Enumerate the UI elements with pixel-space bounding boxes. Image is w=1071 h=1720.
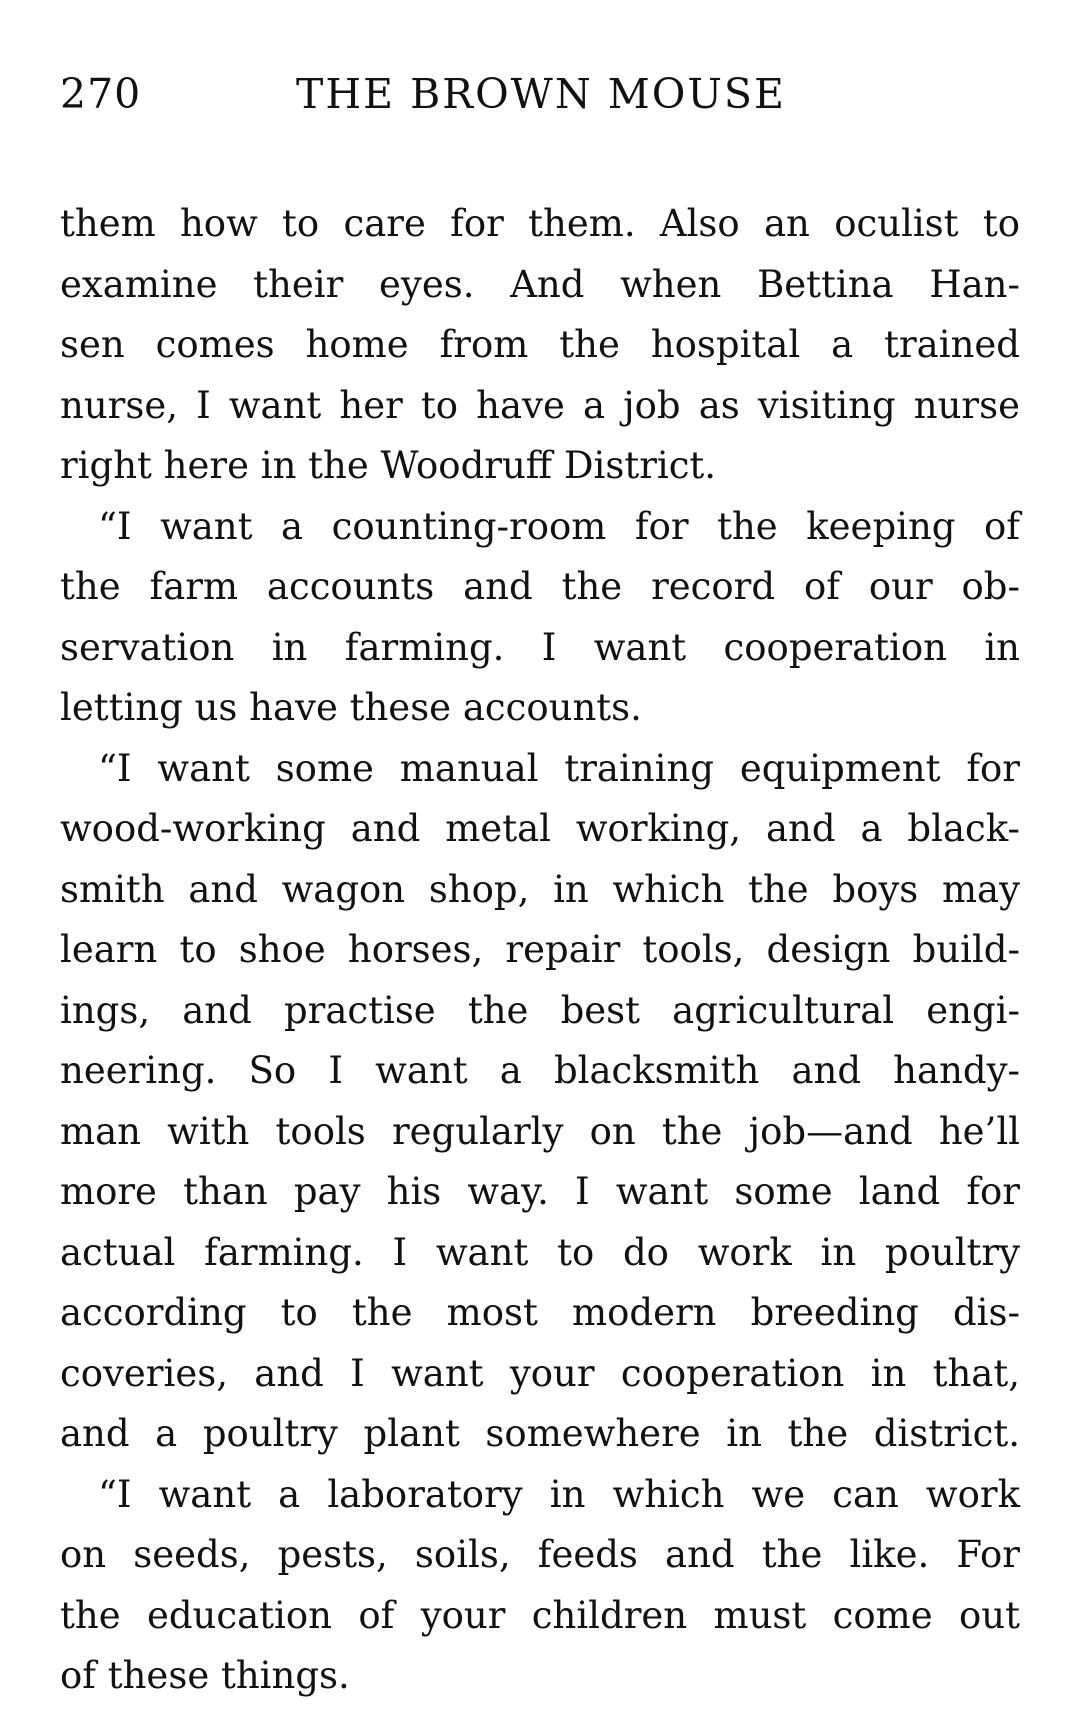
text-line: the farm accounts and the record of our ob- <box>60 565 1020 608</box>
text-line: right here in the Woodruff District. <box>60 444 717 487</box>
text-line: more than pay his way. I want some land for <box>60 1170 1020 1213</box>
text-line: “I want a counting-room for the keeping of <box>98 504 1020 548</box>
text-line: sen comes home from the hospital a trained <box>60 323 1020 366</box>
text-line: learn to shoe horses, repair tools, design build- <box>60 928 1020 971</box>
text-line: actual farming. I want to do work in poultry <box>60 1230 1020 1274</box>
paragraph <box>60 739 1020 1465</box>
text-line: them how to care for them. Also an oculist to <box>60 202 1020 245</box>
page-header <box>60 66 1020 122</box>
text-line: coveries, and I want your cooperation in that, <box>60 1351 1020 1395</box>
paragraph <box>60 1465 1020 1707</box>
text-line: servation in farming. I want cooperation in <box>60 625 1020 669</box>
text-line: of these things. <box>60 1654 350 1697</box>
text-line: “I want some manual training equipment for <box>98 746 1020 790</box>
text-line: man with tools regularly on the job—and he’ll <box>60 1109 1020 1153</box>
running-title: THE BROWN MOUSE <box>296 70 786 118</box>
text-line: on seeds, pests, soils, feeds and the like. For <box>60 1533 1020 1576</box>
text-line: smith and wagon shop, in which the boys may <box>60 867 1020 911</box>
paragraph <box>60 194 1020 497</box>
page-number: 270 <box>60 70 142 118</box>
text-line: nurse, I want her to have a job as visiting nurse <box>60 383 1020 427</box>
text-line: examine their eyes. And when Bettina Han- <box>60 262 1020 306</box>
text-line: the education of your children must come out <box>60 1593 1020 1637</box>
text-line: wood-working and metal working, and a black- <box>60 807 1020 850</box>
paragraph <box>60 497 1020 739</box>
text-line: and a poultry plant somewhere in the district. <box>60 1412 1020 1455</box>
text-line: neering. So I want a blacksmith and handy- <box>60 1049 1020 1092</box>
text-line: according to the most modern breeding dis- <box>60 1291 1020 1334</box>
text-line: ings, and practise the best agricultural engi- <box>60 988 1020 1032</box>
text-line: “I want a laboratory in which we can work <box>98 1472 1020 1516</box>
text-line: letting us have these accounts. <box>60 686 642 729</box>
body-text <box>60 194 1020 1707</box>
book-page <box>60 66 1020 1707</box>
